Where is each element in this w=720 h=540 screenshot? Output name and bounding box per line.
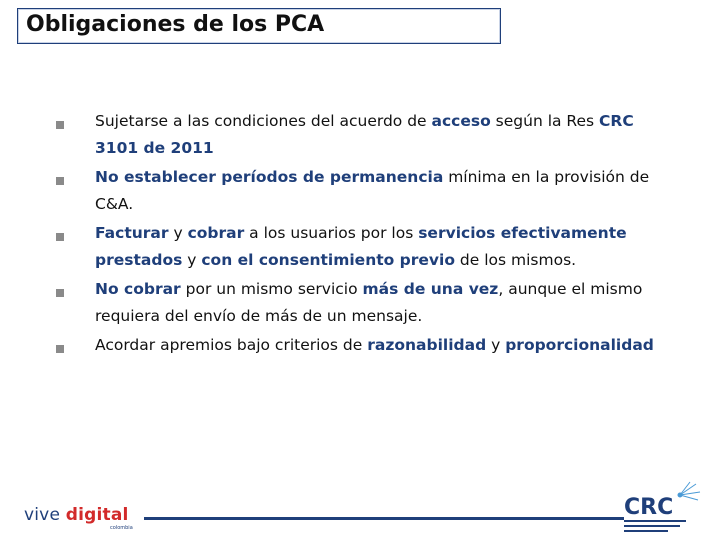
- bullet-text: Sujetarse a las condiciones del acuerdo de: [95, 112, 432, 130]
- bullet-item: [56, 164, 676, 218]
- bullet-item: [56, 276, 676, 330]
- bullet-text: y: [486, 336, 506, 354]
- title-box: [17, 8, 501, 44]
- bullet-text: , aunque el mismo requiera del envío de más de un mensaje.: [95, 280, 643, 325]
- logo-word-vive: vive: [24, 505, 61, 525]
- bullet-square-icon: [56, 177, 64, 185]
- bullet-item: [56, 108, 676, 162]
- bullet-text: y: [182, 251, 202, 269]
- bullet-highlight-text: razonabilidad: [367, 336, 487, 354]
- bullet-highlight-text: Facturar: [95, 224, 169, 242]
- bullet-highlight-text: No cobrar: [95, 280, 181, 298]
- bullet-text: y: [168, 224, 188, 242]
- bullet-item: [56, 220, 676, 274]
- bullet-square-icon: [56, 289, 64, 297]
- bullet-text: según la Res: [490, 112, 600, 130]
- slide-title: Obligaciones de los PCA: [26, 12, 325, 37]
- vive-digital-logo: [24, 505, 129, 525]
- bullet-highlight-text: No establecer períodos de permanencia: [95, 168, 444, 186]
- bullet-highlight-text: servicios efectivamente prestados: [95, 224, 627, 269]
- bullet-item: [56, 332, 676, 359]
- bullet-list: [56, 108, 676, 361]
- bullet-square-icon: [56, 233, 64, 241]
- bullet-highlight-text: cobrar: [187, 224, 245, 242]
- logo-word-digital: digital: [65, 505, 129, 525]
- bullet-highlight-text: con el consentimiento previo: [201, 251, 455, 269]
- logo-subtitle: colombia: [110, 525, 133, 531]
- crc-logo-text: CRC: [624, 495, 674, 520]
- bullet-text: por un mismo servicio: [180, 280, 363, 298]
- bullet-text: a los usuarios por los: [244, 224, 419, 242]
- crc-caption-mark: [624, 520, 686, 532]
- bullet-text: mínima en la provisión de C&A.: [95, 168, 650, 213]
- bullet-text: Acordar apremios bajo criterios de: [95, 336, 368, 354]
- bullet-square-icon: [56, 121, 64, 129]
- crc-rays-icon: [678, 482, 700, 500]
- bullet-text: de los mismos.: [455, 251, 577, 269]
- bullet-highlight-text: CRC 3101 de 2011: [95, 112, 634, 157]
- crc-logo: [620, 480, 716, 538]
- bullet-square-icon: [56, 345, 64, 353]
- footer-divider: [144, 517, 624, 520]
- bullet-highlight-text: más de una vez: [362, 280, 499, 298]
- bullet-highlight-text: proporcionalidad: [505, 336, 654, 354]
- bullet-highlight-text: acceso: [431, 112, 491, 130]
